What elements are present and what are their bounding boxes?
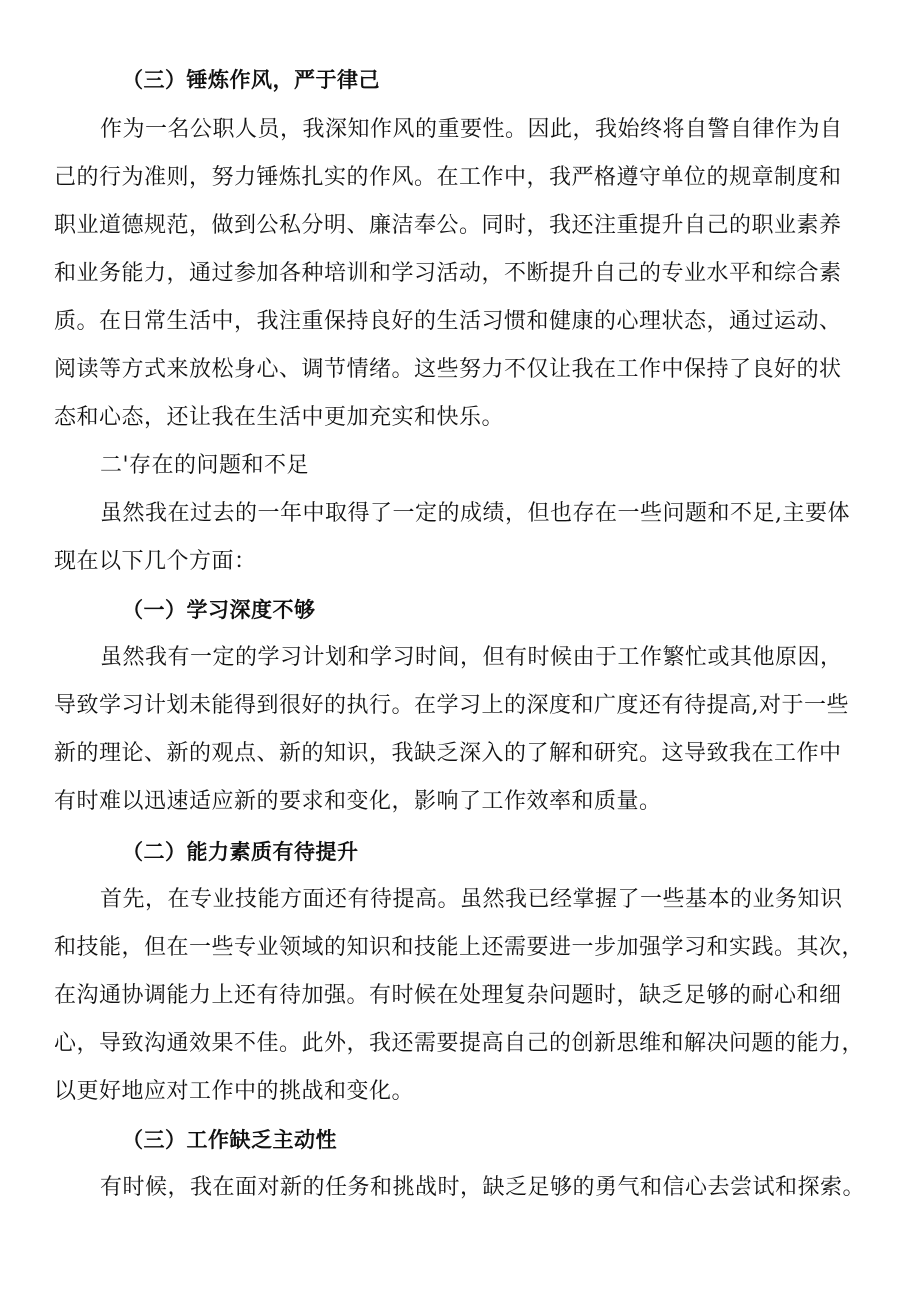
- section-heading: （一）学习深度不够: [122, 598, 316, 622]
- paragraph-line: 虽然我在过去的一年中取得了一定的成绩，但也存在一些问题和不足,主要体: [100, 501, 850, 526]
- paragraph-line: 在沟通协调能力上还有待加强。有时候在处理复杂问题时，缺乏足够的耐心和细: [54, 983, 842, 1008]
- paragraph-line: 新的理论、新的观点、新的知识，我缺乏深入的了解和研究。这导致我在工作中: [54, 741, 842, 766]
- paragraph-line: 作为一名公职人员，我深知作风的重要性。因此，我始终将自警自律作为自: [100, 117, 843, 142]
- paragraph-line: 职业道德规范，做到公私分明、廉洁奉公。同时，我还注重提升自己的职业素养: [54, 213, 842, 238]
- paragraph-line: 有时难以迅速适应新的要求和变化，影响了工作效率和质量。: [54, 789, 662, 814]
- paragraph-line: 和技能，但在一些专业领域的知识和技能上还需要进一步加强学习和实践。其次，: [54, 935, 865, 960]
- paragraph-line: 以更好地应对工作中的挑战和变化。: [54, 1079, 415, 1104]
- paragraph-line: 质。在日常生活中，我注重保持良好的生活习惯和健康的心理状态，通过运动、: [54, 309, 842, 334]
- paragraph-line: 首先，在专业技能方面还有待提高。虽然我已经掌握了一些基本的业务知识: [100, 887, 843, 912]
- paragraph-line: 导致学习计划未能得到很好的执行。在学习上的深度和广度还有待提高,对于一些: [54, 693, 849, 718]
- paragraph-line: 和业务能力，通过参加各种培训和学习活动，不断提升自己的专业水平和综合素: [54, 261, 842, 286]
- paragraph-line: 己的行为准则，努力锤炼扎实的作风。在工作中，我严格遵守单位的规章制度和: [54, 165, 842, 190]
- paragraph-line: 现在以下几个方面：: [54, 549, 257, 574]
- paragraph-line: 心，导致沟通效果不佳。此外，我还需要提高自己的创新思维和解决问题的能力，: [54, 1031, 865, 1056]
- section-heading: （三）工作缺乏主动性: [122, 1128, 337, 1152]
- paragraph-line: 有时候，我在面对新的任务和挑战时，缺乏足够的勇气和信心去尝试和探索。: [100, 1175, 866, 1200]
- paragraph-line: 阅读等方式来放松身心、调节情绪。这些努力不仅让我在工作中保持了良好的状: [54, 357, 842, 382]
- part-heading: 二'存在的问题和不足: [100, 453, 310, 478]
- paragraph-line: 虽然我有一定的学习计划和学习时间，但有时候由于工作繁忙或其他原因，: [100, 645, 843, 670]
- section-heading: （三）锤炼作风，严于律己: [122, 68, 380, 92]
- paragraph-line: 态和心态，还让我在生活中更加充实和快乐。: [54, 405, 505, 430]
- section-heading: （二）能力素质有待提升: [122, 840, 359, 864]
